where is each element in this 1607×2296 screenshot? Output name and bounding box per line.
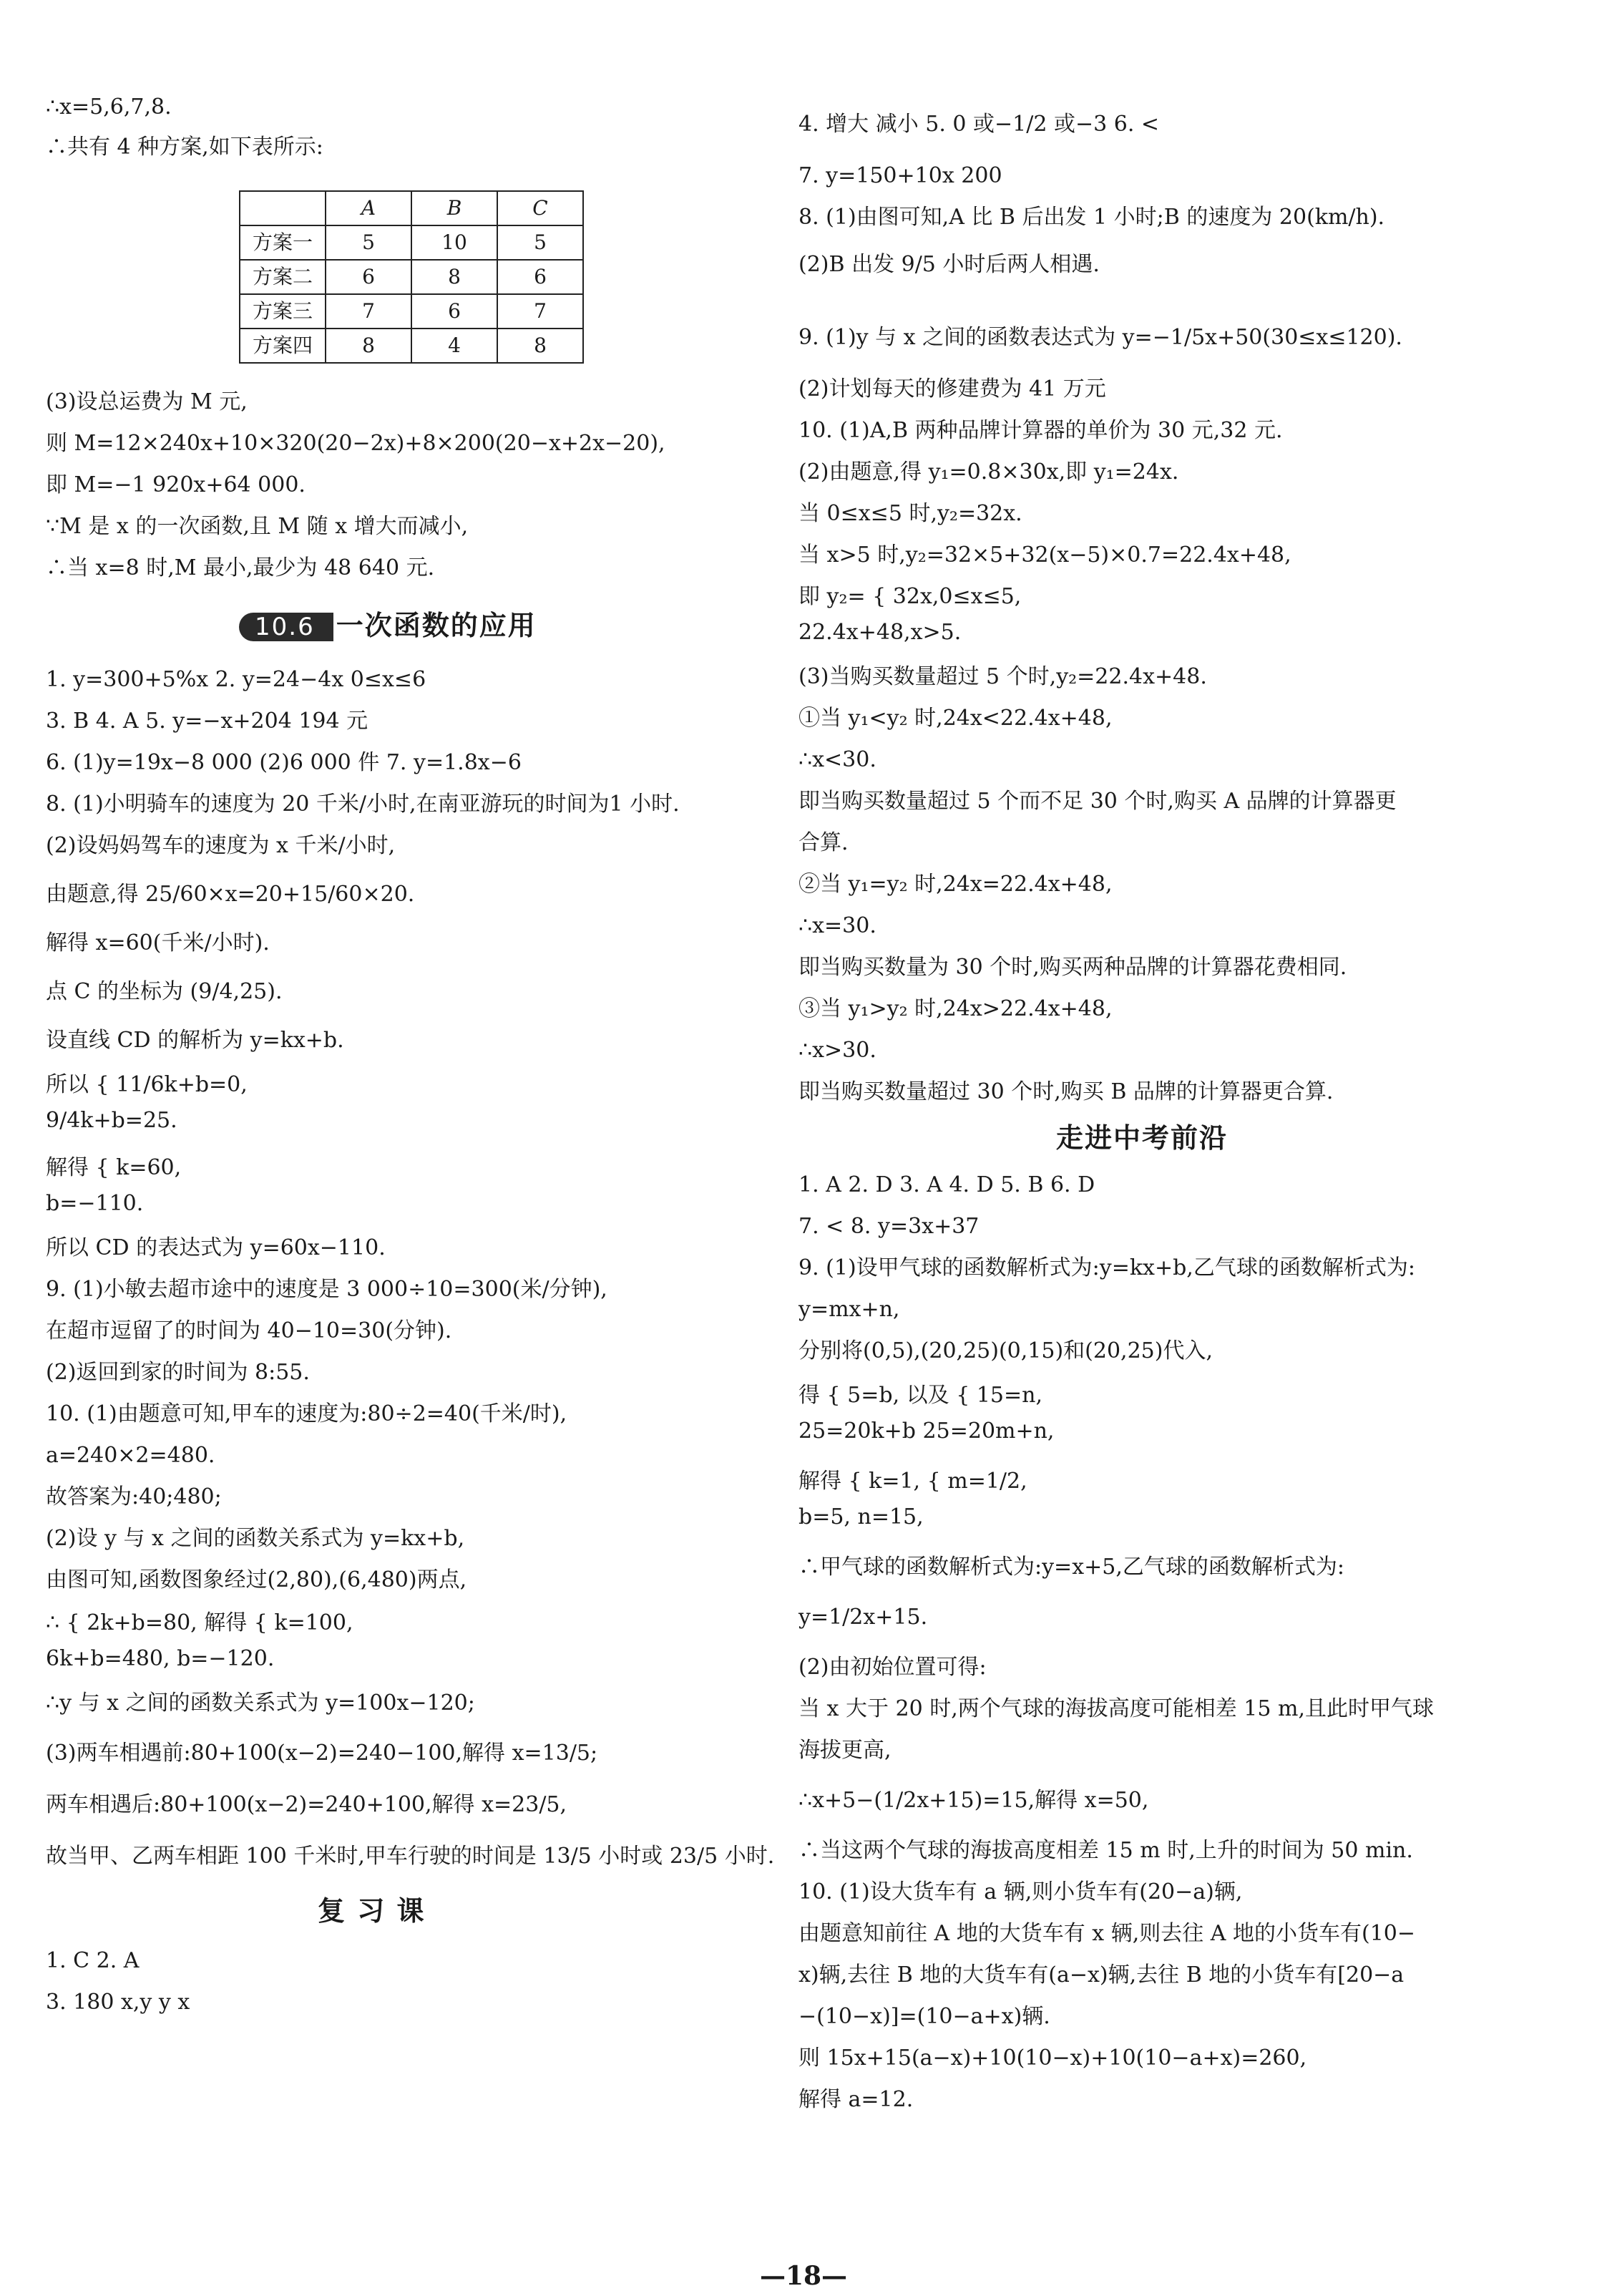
section-title: 一次函数的应用 [336, 610, 537, 641]
answer-line: 3. B 4. A 5. y=−x+204 194 元 [46, 709, 368, 734]
answer-line: 25=20k+b 25=20m+n, [798, 1419, 1055, 1444]
answer-line: (2)设妈妈驾车的速度为 x 千米/小时, [46, 833, 396, 858]
answer-line: 设直线 CD 的解析为 y=kx+b. [46, 1028, 344, 1053]
answer-line: ∴x=30. [798, 913, 876, 938]
answer-line: 得 { 5=b, 以及 { 15=n, [798, 1383, 1042, 1408]
table-cell: A [326, 191, 411, 225]
answer-line: b=−110. [46, 1191, 144, 1216]
answer-line: 10. (1)设大货车有 a 辆,则小货车有(20−a)辆, [798, 1879, 1243, 1905]
answer-line: 6k+b=480, b=−120. [46, 1646, 275, 1671]
answer-line: (2)B 出发 9/5 小时后两人相遇. [798, 252, 1100, 277]
review-heading: 复 习 课 [318, 1895, 426, 1927]
text-line: ∴共有 4 种方案,如下表所示: [46, 135, 323, 160]
answer-line: 由图可知,函数图象经过(2,80),(6,480)两点, [46, 1567, 467, 1592]
table-header-row [240, 191, 583, 225]
plan-table [239, 190, 584, 364]
answer-line: 即当购买数量超过 5 个而不足 30 个时,购买 A 品牌的计算器更 [798, 789, 1397, 814]
answer-line: 8. (1)由图可知,A 比 B 后出发 1 小时;B 的速度为 20(km/h). [798, 205, 1385, 230]
answer-line: x)辆,去往 B 地的大货车有(a−x)辆,去往 B 地的小货车有[20−a [798, 1962, 1405, 1988]
answer-line: 故当甲、乙两车相距 100 千米时,甲车行驶的时间是 13/5 小时或 23/5 小时. [46, 1844, 775, 1869]
answer-line: 当 x 大于 20 时,两个气球的海拔高度可能相差 15 m,且此时甲气球 [798, 1696, 1435, 1721]
answer-line: 两车相遇后:80+100(x−2)=240+100,解得 x=23/5, [46, 1792, 567, 1817]
answer-line: 1. C 2. A [46, 1948, 140, 1973]
page-number: —18— [759, 2261, 848, 2291]
answer-line: 4. 增大 减小 5. 0 或−1/2 或−3 6. < [798, 112, 1160, 137]
answer-line: 点 C 的坐标为 (9/4,25). [46, 979, 283, 1004]
text-line: 则 M=12×240x+10×320(20−2x)+8×200(20−x+2x−20), [46, 431, 665, 456]
answer-line: y=mx+n, [798, 1297, 900, 1322]
text-line: ∴x=5,6,7,8. [46, 94, 172, 120]
text-line: ∵M 是 x 的一次函数,且 M 随 x 增大而减小, [46, 514, 469, 539]
answer-line: 9/4k+b=25. [46, 1108, 177, 1133]
answer-line: ②当 y₁=y₂ 时,24x=22.4x+48, [798, 872, 1113, 897]
answer-line: 故答案为:40;480; [46, 1484, 222, 1509]
table-cell: 10 [411, 225, 497, 260]
answer-line: (2)由题意,得 y₁=0.8×30x,即 y₁=24x. [798, 459, 1179, 485]
answer-line: 6. (1)y=19x−8 000 (2)6 000 件 7. y=1.8x−6 [46, 750, 522, 775]
table-cell: 方案四 [240, 329, 326, 363]
frontier-heading: 走进中考前沿 [1056, 1122, 1229, 1154]
answer-line: 9. (1)设甲气球的函数解析式为:y=kx+b,乙气球的函数解析式为: [798, 1255, 1415, 1280]
answer-line: 解得 { k=60, [46, 1155, 182, 1180]
answer-line: 7. < 8. y=3x+37 [798, 1214, 980, 1239]
table-cell: B [411, 191, 497, 225]
table-cell: 方案三 [240, 294, 326, 329]
answer-line: ③当 y₁>y₂ 时,24x>22.4x+48, [798, 996, 1113, 1021]
answer-line: (2)计划每天的修建费为 41 万元 [798, 376, 1106, 402]
table-cell: 6 [326, 260, 411, 294]
answer-line: 由题意,得 25/60×x=20+15/60×20. [46, 882, 415, 907]
answer-line: ∴x>30. [798, 1038, 876, 1063]
text-line: ∴当 x=8 时,M 最小,最少为 48 640 元. [46, 555, 435, 580]
answer-line: ∴ { 2k+b=80, 解得 { k=100, [46, 1610, 353, 1635]
answer-line: (2)设 y 与 x 之间的函数关系式为 y=kx+b, [46, 1526, 465, 1551]
section-number-badge: 10.6 [239, 613, 333, 641]
answer-line: ∴x+5−(1/2x+15)=15,解得 x=50, [798, 1788, 1149, 1813]
table-cell: 5 [497, 225, 583, 260]
answer-line: 分别将(0,5),(20,25)(0,15)和(20,25)代入, [798, 1338, 1213, 1363]
answer-line: 合算. [798, 830, 849, 855]
answer-line: y=1/2x+15. [798, 1605, 928, 1630]
answer-line: (3)当购买数量超过 5 个时,y₂=22.4x+48. [798, 664, 1207, 689]
answer-line: 即当购买数量超过 30 个时,购买 B 品牌的计算器更合算. [798, 1079, 1334, 1104]
table-cell: C [497, 191, 583, 225]
section-heading [239, 611, 537, 641]
answer-line: ∴x<30. [798, 747, 876, 772]
answer-line: 10. (1)A,B 两种品牌计算器的单价为 30 元,32 元. [798, 418, 1283, 443]
answer-line: 1. A 2. D 3. A 4. D 5. B 6. D [798, 1172, 1095, 1197]
table-row [240, 225, 583, 260]
answer-line: ∴甲气球的函数解析式为:y=x+5,乙气球的函数解析式为: [798, 1555, 1344, 1580]
table-cell: 8 [497, 329, 583, 363]
answer-line: 所以 { 11/6k+b=0, [46, 1072, 248, 1097]
answer-line: (3)两车相遇前:80+100(x−2)=240−100,解得 x=13/5; [46, 1741, 598, 1766]
answer-line: (2)返回到家的时间为 8:55. [46, 1360, 310, 1385]
table-row [240, 329, 583, 363]
table-cell: 方案一 [240, 225, 326, 260]
table-row [240, 260, 583, 294]
answer-line: 所以 CD 的表达式为 y=60x−110. [46, 1235, 386, 1260]
answer-line: 22.4x+48,x>5. [798, 620, 962, 645]
table-cell: 8 [411, 260, 497, 294]
table-cell: 5 [326, 225, 411, 260]
text-line: 即 M=−1 920x+64 000. [46, 472, 306, 497]
answer-line: 解得 x=60(千米/小时). [46, 930, 270, 955]
table-cell [240, 191, 326, 225]
answer-line: 9. (1)y 与 x 之间的函数表达式为 y=−1/5x+50(30≤x≤120). [798, 325, 1402, 350]
answer-line: 即当购买数量为 30 个时,购买两种品牌的计算器花费相同. [798, 955, 1347, 980]
answer-line: 即 y₂= { 32x,0≤x≤5, [798, 584, 1022, 609]
answer-line: 则 15x+15(a−x)+10(10−x)+10(10−a+x)=260, [798, 2046, 1307, 2071]
table-cell: 6 [497, 260, 583, 294]
answer-line: −(10−x)]=(10−a+x)辆. [798, 2004, 1050, 2029]
answer-line: ①当 y₁<y₂ 时,24x<22.4x+48, [798, 706, 1113, 731]
answer-line: 7. y=150+10x 200 [798, 163, 1002, 188]
answer-line: (2)由初始位置可得: [798, 1655, 987, 1680]
table-cell: 6 [411, 294, 497, 329]
answer-line: 当 0≤x≤5 时,y₂=32x. [798, 501, 1022, 526]
table-cell: 7 [326, 294, 411, 329]
answer-line: b=5, n=15, [798, 1504, 924, 1529]
answer-line: ∴当这两个气球的海拔高度相差 15 m 时,上升的时间为 50 min. [798, 1838, 1413, 1863]
table-cell: 4 [411, 329, 497, 363]
answer-line: 在超市逗留了的时间为 40−10=30(分钟). [46, 1318, 452, 1343]
answer-line: a=240×2=480. [46, 1443, 215, 1468]
answer-line: ∴y 与 x 之间的函数关系式为 y=100x−120; [46, 1691, 475, 1716]
table-cell: 8 [326, 329, 411, 363]
answer-line: 8. (1)小明骑车的速度为 20 千米/小时,在南亚游玩的时间为1 小时. [46, 792, 680, 817]
table-cell: 7 [497, 294, 583, 329]
answer-line: 9. (1)小敏去超市途中的速度是 3 000÷10=300(米/分钟), [46, 1277, 607, 1302]
answer-line: 海拔更高, [798, 1738, 892, 1763]
answer-line: 由题意知前往 A 地的大货车有 x 辆,则去往 A 地的小货车有(10− [798, 1921, 1416, 1946]
answer-line: 当 x>5 时,y₂=32×5+32(x−5)×0.7=22.4x+48, [798, 543, 1291, 568]
answer-line: 10. (1)由题意可知,甲车的速度为:80÷2=40(千米/时), [46, 1401, 567, 1426]
text-line: (3)设总运费为 M 元, [46, 389, 248, 414]
answer-line: 解得 { k=1, { m=1/2, [798, 1469, 1027, 1494]
answer-line: 1. y=300+5%x 2. y=24−4x 0≤x≤6 [46, 667, 426, 692]
answer-line: 解得 a=12. [798, 2087, 914, 2112]
table-row [240, 294, 583, 329]
answer-line: 3. 180 x,y y x [46, 1990, 190, 2015]
table-cell: 方案二 [240, 260, 326, 294]
